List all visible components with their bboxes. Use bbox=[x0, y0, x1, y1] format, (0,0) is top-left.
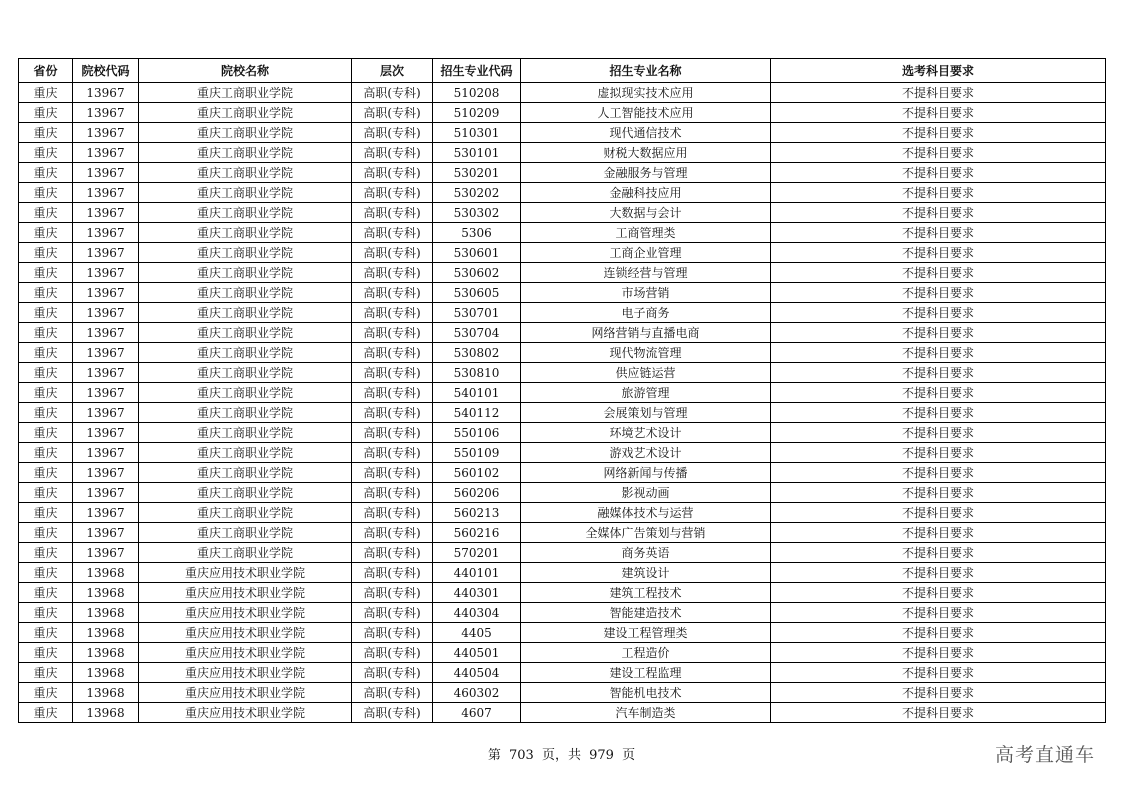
table-row bbox=[19, 703, 1106, 723]
cell-school-name: 重庆工商职业学院 bbox=[139, 483, 352, 503]
cell-school-code: 13968 bbox=[73, 603, 139, 623]
cell-province: 重庆 bbox=[19, 363, 73, 383]
table-row bbox=[19, 563, 1106, 583]
cell-subject-requirement: 不提科目要求 bbox=[771, 123, 1106, 143]
cell-school-code: 13967 bbox=[73, 203, 139, 223]
cell-major-name: 游戏艺术设计 bbox=[521, 443, 771, 463]
cell-subject-requirement: 不提科目要求 bbox=[771, 363, 1106, 383]
cell-level: 高职(专科) bbox=[352, 683, 433, 703]
cell-province: 重庆 bbox=[19, 303, 73, 323]
cell-school-code: 13967 bbox=[73, 83, 139, 103]
cell-major-code: 530802 bbox=[433, 343, 521, 363]
cell-school-code: 13968 bbox=[73, 703, 139, 723]
cell-school-name: 重庆工商职业学院 bbox=[139, 203, 352, 223]
table-row bbox=[19, 363, 1106, 383]
cell-subject-requirement: 不提科目要求 bbox=[771, 523, 1106, 543]
cell-province: 重庆 bbox=[19, 143, 73, 163]
cell-major-code: 510208 bbox=[433, 83, 521, 103]
cell-subject-requirement: 不提科目要求 bbox=[771, 403, 1106, 423]
cell-major-name: 全媒体广告策划与营销 bbox=[521, 523, 771, 543]
cell-school-code: 13968 bbox=[73, 583, 139, 603]
cell-school-code: 13968 bbox=[73, 563, 139, 583]
table-row bbox=[19, 123, 1106, 143]
table-row bbox=[19, 303, 1106, 323]
table-row bbox=[19, 83, 1106, 103]
cell-level: 高职(专科) bbox=[352, 363, 433, 383]
cell-school-name: 重庆工商职业学院 bbox=[139, 403, 352, 423]
cell-province: 重庆 bbox=[19, 643, 73, 663]
cell-province: 重庆 bbox=[19, 563, 73, 583]
cell-level: 高职(专科) bbox=[352, 423, 433, 443]
cell-province: 重庆 bbox=[19, 523, 73, 543]
cell-subject-requirement: 不提科目要求 bbox=[771, 223, 1106, 243]
header-major-code: 招生专业代码 bbox=[433, 59, 521, 83]
cell-level: 高职(专科) bbox=[352, 503, 433, 523]
table-row bbox=[19, 383, 1106, 403]
cell-level: 高职(专科) bbox=[352, 283, 433, 303]
cell-school-code: 13967 bbox=[73, 343, 139, 363]
cell-school-code: 13967 bbox=[73, 323, 139, 343]
cell-school-name: 重庆应用技术职业学院 bbox=[139, 623, 352, 643]
cell-school-name: 重庆工商职业学院 bbox=[139, 323, 352, 343]
table-row bbox=[19, 163, 1106, 183]
cell-major-name: 网络新闻与传播 bbox=[521, 463, 771, 483]
cell-subject-requirement: 不提科目要求 bbox=[771, 83, 1106, 103]
table-row bbox=[19, 643, 1106, 663]
cell-school-name: 重庆工商职业学院 bbox=[139, 243, 352, 263]
cell-major-name: 会展策划与管理 bbox=[521, 403, 771, 423]
header-subject-requirement: 选考科目要求 bbox=[771, 59, 1106, 83]
cell-school-code: 13967 bbox=[73, 263, 139, 283]
table-row bbox=[19, 583, 1106, 603]
cell-province: 重庆 bbox=[19, 383, 73, 403]
cell-subject-requirement: 不提科目要求 bbox=[771, 563, 1106, 583]
cell-subject-requirement: 不提科目要求 bbox=[771, 263, 1106, 283]
cell-province: 重庆 bbox=[19, 223, 73, 243]
cell-school-code: 13968 bbox=[73, 643, 139, 663]
cell-major-name: 环境艺术设计 bbox=[521, 423, 771, 443]
cell-subject-requirement: 不提科目要求 bbox=[771, 643, 1106, 663]
cell-school-name: 重庆工商职业学院 bbox=[139, 303, 352, 323]
cell-school-code: 13967 bbox=[73, 483, 139, 503]
cell-major-code: 560216 bbox=[433, 523, 521, 543]
cell-subject-requirement: 不提科目要求 bbox=[771, 623, 1106, 643]
cell-province: 重庆 bbox=[19, 623, 73, 643]
cell-school-name: 重庆工商职业学院 bbox=[139, 543, 352, 563]
cell-level: 高职(专科) bbox=[352, 703, 433, 723]
cell-level: 高职(专科) bbox=[352, 603, 433, 623]
cell-major-name: 财税大数据应用 bbox=[521, 143, 771, 163]
footer-page-number: 703 bbox=[509, 748, 534, 763]
cell-subject-requirement: 不提科目要求 bbox=[771, 703, 1106, 723]
table-row bbox=[19, 183, 1106, 203]
table-row bbox=[19, 483, 1106, 503]
cell-school-name: 重庆工商职业学院 bbox=[139, 283, 352, 303]
cell-level: 高职(专科) bbox=[352, 443, 433, 463]
cell-province: 重庆 bbox=[19, 703, 73, 723]
cell-major-code: 530701 bbox=[433, 303, 521, 323]
cell-major-code: 4607 bbox=[433, 703, 521, 723]
cell-school-code: 13968 bbox=[73, 683, 139, 703]
cell-level: 高职(专科) bbox=[352, 103, 433, 123]
cell-school-code: 13967 bbox=[73, 143, 139, 163]
cell-level: 高职(专科) bbox=[352, 143, 433, 163]
table-row bbox=[19, 423, 1106, 443]
cell-school-name: 重庆工商职业学院 bbox=[139, 463, 352, 483]
cell-school-code: 13967 bbox=[73, 303, 139, 323]
cell-major-name: 网络营销与直播电商 bbox=[521, 323, 771, 343]
header-school-name: 院校名称 bbox=[139, 59, 352, 83]
cell-school-name: 重庆工商职业学院 bbox=[139, 423, 352, 443]
cell-major-code: 510209 bbox=[433, 103, 521, 123]
cell-major-name: 旅游管理 bbox=[521, 383, 771, 403]
table-row bbox=[19, 203, 1106, 223]
admissions-table bbox=[18, 58, 1106, 723]
cell-school-code: 13968 bbox=[73, 623, 139, 643]
cell-subject-requirement: 不提科目要求 bbox=[771, 443, 1106, 463]
cell-major-code: 440504 bbox=[433, 663, 521, 683]
table-row bbox=[19, 683, 1106, 703]
cell-subject-requirement: 不提科目要求 bbox=[771, 303, 1106, 323]
table-row bbox=[19, 323, 1106, 343]
cell-school-code: 13967 bbox=[73, 223, 139, 243]
cell-major-name: 现代物流管理 bbox=[521, 343, 771, 363]
cell-subject-requirement: 不提科目要求 bbox=[771, 663, 1106, 683]
cell-major-code: 510301 bbox=[433, 123, 521, 143]
cell-major-code: 530605 bbox=[433, 283, 521, 303]
cell-major-code: 5306 bbox=[433, 223, 521, 243]
cell-province: 重庆 bbox=[19, 423, 73, 443]
cell-major-name: 金融科技应用 bbox=[521, 183, 771, 203]
cell-subject-requirement: 不提科目要求 bbox=[771, 283, 1106, 303]
cell-school-code: 13967 bbox=[73, 163, 139, 183]
cell-school-code: 13967 bbox=[73, 423, 139, 443]
cell-school-code: 13967 bbox=[73, 183, 139, 203]
cell-subject-requirement: 不提科目要求 bbox=[771, 483, 1106, 503]
cell-school-name: 重庆工商职业学院 bbox=[139, 343, 352, 363]
cell-school-name: 重庆工商职业学院 bbox=[139, 363, 352, 383]
table-row bbox=[19, 143, 1106, 163]
cell-school-code: 13967 bbox=[73, 443, 139, 463]
cell-school-name: 重庆工商职业学院 bbox=[139, 163, 352, 183]
cell-subject-requirement: 不提科目要求 bbox=[771, 143, 1106, 163]
cell-school-name: 重庆应用技术职业学院 bbox=[139, 703, 352, 723]
cell-school-name: 重庆工商职业学院 bbox=[139, 383, 352, 403]
cell-province: 重庆 bbox=[19, 263, 73, 283]
table-row bbox=[19, 463, 1106, 483]
cell-major-code: 460302 bbox=[433, 683, 521, 703]
cell-major-name: 建设工程管理类 bbox=[521, 623, 771, 643]
cell-province: 重庆 bbox=[19, 583, 73, 603]
cell-school-code: 13967 bbox=[73, 243, 139, 263]
cell-subject-requirement: 不提科目要求 bbox=[771, 203, 1106, 223]
cell-province: 重庆 bbox=[19, 443, 73, 463]
cell-major-name: 连锁经营与管理 bbox=[521, 263, 771, 283]
cell-level: 高职(专科) bbox=[352, 303, 433, 323]
cell-major-name: 汽车制造类 bbox=[521, 703, 771, 723]
table-row bbox=[19, 283, 1106, 303]
cell-major-code: 530101 bbox=[433, 143, 521, 163]
cell-school-name: 重庆工商职业学院 bbox=[139, 443, 352, 463]
header-province: 省份 bbox=[19, 59, 73, 83]
cell-province: 重庆 bbox=[19, 683, 73, 703]
cell-subject-requirement: 不提科目要求 bbox=[771, 243, 1106, 263]
cell-province: 重庆 bbox=[19, 463, 73, 483]
cell-major-name: 影视动画 bbox=[521, 483, 771, 503]
table-row bbox=[19, 223, 1106, 243]
cell-major-code: 440301 bbox=[433, 583, 521, 603]
cell-level: 高职(专科) bbox=[352, 163, 433, 183]
cell-major-code: 530601 bbox=[433, 243, 521, 263]
cell-school-name: 重庆应用技术职业学院 bbox=[139, 643, 352, 663]
cell-school-name: 重庆应用技术职业学院 bbox=[139, 583, 352, 603]
footer-page-unit: 页，共 bbox=[541, 748, 581, 763]
cell-level: 高职(专科) bbox=[352, 463, 433, 483]
cell-province: 重庆 bbox=[19, 343, 73, 363]
cell-subject-requirement: 不提科目要求 bbox=[771, 343, 1106, 363]
cell-major-name: 金融服务与管理 bbox=[521, 163, 771, 183]
cell-school-name: 重庆工商职业学院 bbox=[139, 223, 352, 243]
cell-major-name: 工商企业管理 bbox=[521, 243, 771, 263]
cell-level: 高职(专科) bbox=[352, 123, 433, 143]
cell-province: 重庆 bbox=[19, 483, 73, 503]
table-row bbox=[19, 343, 1106, 363]
header-major-name: 招生专业名称 bbox=[521, 59, 771, 83]
page-footer bbox=[0, 744, 1123, 763]
cell-school-name: 重庆工商职业学院 bbox=[139, 183, 352, 203]
footer-suffix: 页 bbox=[622, 748, 636, 763]
cell-province: 重庆 bbox=[19, 503, 73, 523]
cell-school-code: 13967 bbox=[73, 403, 139, 423]
cell-level: 高职(专科) bbox=[352, 383, 433, 403]
cell-major-code: 440304 bbox=[433, 603, 521, 623]
table-header-row bbox=[19, 59, 1106, 83]
cell-school-name: 重庆应用技术职业学院 bbox=[139, 603, 352, 623]
cell-major-code: 540101 bbox=[433, 383, 521, 403]
cell-school-code: 13967 bbox=[73, 503, 139, 523]
cell-major-code: 530201 bbox=[433, 163, 521, 183]
cell-major-code: 530602 bbox=[433, 263, 521, 283]
cell-major-code: 4405 bbox=[433, 623, 521, 643]
cell-major-code: 530302 bbox=[433, 203, 521, 223]
table-row bbox=[19, 443, 1106, 463]
cell-major-code: 540112 bbox=[433, 403, 521, 423]
cell-major-name: 融媒体技术与运营 bbox=[521, 503, 771, 523]
cell-subject-requirement: 不提科目要求 bbox=[771, 463, 1106, 483]
footer-total-pages: 979 bbox=[589, 748, 614, 763]
cell-school-code: 13967 bbox=[73, 103, 139, 123]
table-row bbox=[19, 103, 1106, 123]
cell-level: 高职(专科) bbox=[352, 663, 433, 683]
table-row bbox=[19, 543, 1106, 563]
cell-major-name: 智能机电技术 bbox=[521, 683, 771, 703]
table-row bbox=[19, 263, 1106, 283]
cell-major-code: 550106 bbox=[433, 423, 521, 443]
table-row bbox=[19, 523, 1106, 543]
cell-major-code: 530202 bbox=[433, 183, 521, 203]
cell-province: 重庆 bbox=[19, 243, 73, 263]
cell-province: 重庆 bbox=[19, 103, 73, 123]
cell-major-code: 440501 bbox=[433, 643, 521, 663]
header-school-code: 院校代码 bbox=[73, 59, 139, 83]
table-row bbox=[19, 243, 1106, 263]
cell-major-code: 530810 bbox=[433, 363, 521, 383]
cell-school-code: 13967 bbox=[73, 383, 139, 403]
watermark-logo-text: 高考直通车 bbox=[994, 744, 1095, 766]
cell-major-code: 560102 bbox=[433, 463, 521, 483]
cell-major-code: 570201 bbox=[433, 543, 521, 563]
table-body bbox=[19, 83, 1106, 723]
cell-school-code: 13967 bbox=[73, 283, 139, 303]
cell-level: 高职(专科) bbox=[352, 183, 433, 203]
cell-major-name: 商务英语 bbox=[521, 543, 771, 563]
cell-level: 高职(专科) bbox=[352, 403, 433, 423]
cell-school-name: 重庆应用技术职业学院 bbox=[139, 563, 352, 583]
table-row bbox=[19, 623, 1106, 643]
cell-major-code: 530704 bbox=[433, 323, 521, 343]
cell-school-name: 重庆工商职业学院 bbox=[139, 103, 352, 123]
cell-major-name: 大数据与会计 bbox=[521, 203, 771, 223]
cell-major-name: 建筑工程技术 bbox=[521, 583, 771, 603]
cell-major-name: 工商管理类 bbox=[521, 223, 771, 243]
cell-level: 高职(专科) bbox=[352, 83, 433, 103]
table-row bbox=[19, 503, 1106, 523]
cell-school-code: 13968 bbox=[73, 663, 139, 683]
cell-province: 重庆 bbox=[19, 603, 73, 623]
cell-level: 高职(专科) bbox=[352, 563, 433, 583]
cell-major-name: 虚拟现实技术应用 bbox=[521, 83, 771, 103]
cell-subject-requirement: 不提科目要求 bbox=[771, 683, 1106, 703]
cell-school-code: 13967 bbox=[73, 463, 139, 483]
cell-province: 重庆 bbox=[19, 183, 73, 203]
cell-major-name: 供应链运营 bbox=[521, 363, 771, 383]
cell-level: 高职(专科) bbox=[352, 643, 433, 663]
cell-subject-requirement: 不提科目要求 bbox=[771, 543, 1106, 563]
cell-school-name: 重庆工商职业学院 bbox=[139, 523, 352, 543]
cell-school-name: 重庆工商职业学院 bbox=[139, 503, 352, 523]
cell-school-code: 13967 bbox=[73, 123, 139, 143]
cell-school-name: 重庆应用技术职业学院 bbox=[139, 663, 352, 683]
cell-school-code: 13967 bbox=[73, 523, 139, 543]
cell-level: 高职(专科) bbox=[352, 623, 433, 643]
cell-level: 高职(专科) bbox=[352, 323, 433, 343]
cell-subject-requirement: 不提科目要求 bbox=[771, 183, 1106, 203]
cell-subject-requirement: 不提科目要求 bbox=[771, 383, 1106, 403]
cell-school-code: 13967 bbox=[73, 543, 139, 563]
cell-province: 重庆 bbox=[19, 203, 73, 223]
cell-subject-requirement: 不提科目要求 bbox=[771, 103, 1106, 123]
cell-subject-requirement: 不提科目要求 bbox=[771, 583, 1106, 603]
cell-major-name: 智能建造技术 bbox=[521, 603, 771, 623]
cell-province: 重庆 bbox=[19, 283, 73, 303]
table-row bbox=[19, 403, 1106, 423]
cell-level: 高职(专科) bbox=[352, 543, 433, 563]
cell-level: 高职(专科) bbox=[352, 263, 433, 283]
cell-major-name: 建筑设计 bbox=[521, 563, 771, 583]
table-row bbox=[19, 603, 1106, 623]
cell-major-name: 建设工程监理 bbox=[521, 663, 771, 683]
cell-major-code: 550109 bbox=[433, 443, 521, 463]
cell-subject-requirement: 不提科目要求 bbox=[771, 323, 1106, 343]
cell-subject-requirement: 不提科目要求 bbox=[771, 503, 1106, 523]
cell-province: 重庆 bbox=[19, 323, 73, 343]
cell-level: 高职(专科) bbox=[352, 523, 433, 543]
cell-level: 高职(专科) bbox=[352, 343, 433, 363]
table-row bbox=[19, 663, 1106, 683]
cell-level: 高职(专科) bbox=[352, 243, 433, 263]
cell-province: 重庆 bbox=[19, 123, 73, 143]
cell-school-name: 重庆工商职业学院 bbox=[139, 83, 352, 103]
cell-major-name: 市场营销 bbox=[521, 283, 771, 303]
cell-school-name: 重庆工商职业学院 bbox=[139, 123, 352, 143]
cell-major-name: 现代通信技术 bbox=[521, 123, 771, 143]
cell-subject-requirement: 不提科目要求 bbox=[771, 163, 1106, 183]
cell-level: 高职(专科) bbox=[352, 583, 433, 603]
cell-level: 高职(专科) bbox=[352, 203, 433, 223]
cell-major-code: 440101 bbox=[433, 563, 521, 583]
cell-major-code: 560213 bbox=[433, 503, 521, 523]
cell-province: 重庆 bbox=[19, 83, 73, 103]
cell-subject-requirement: 不提科目要求 bbox=[771, 423, 1106, 443]
cell-major-code: 560206 bbox=[433, 483, 521, 503]
footer-prefix: 第 bbox=[487, 748, 501, 763]
cell-school-name: 重庆工商职业学院 bbox=[139, 143, 352, 163]
cell-level: 高职(专科) bbox=[352, 483, 433, 503]
cell-province: 重庆 bbox=[19, 543, 73, 563]
cell-province: 重庆 bbox=[19, 663, 73, 683]
cell-major-name: 电子商务 bbox=[521, 303, 771, 323]
cell-major-name: 工程造价 bbox=[521, 643, 771, 663]
cell-level: 高职(专科) bbox=[352, 223, 433, 243]
cell-subject-requirement: 不提科目要求 bbox=[771, 603, 1106, 623]
cell-province: 重庆 bbox=[19, 403, 73, 423]
header-level: 层次 bbox=[352, 59, 433, 83]
cell-major-name: 人工智能技术应用 bbox=[521, 103, 771, 123]
cell-school-code: 13967 bbox=[73, 363, 139, 383]
cell-school-name: 重庆应用技术职业学院 bbox=[139, 683, 352, 703]
cell-school-name: 重庆工商职业学院 bbox=[139, 263, 352, 283]
cell-province: 重庆 bbox=[19, 163, 73, 183]
